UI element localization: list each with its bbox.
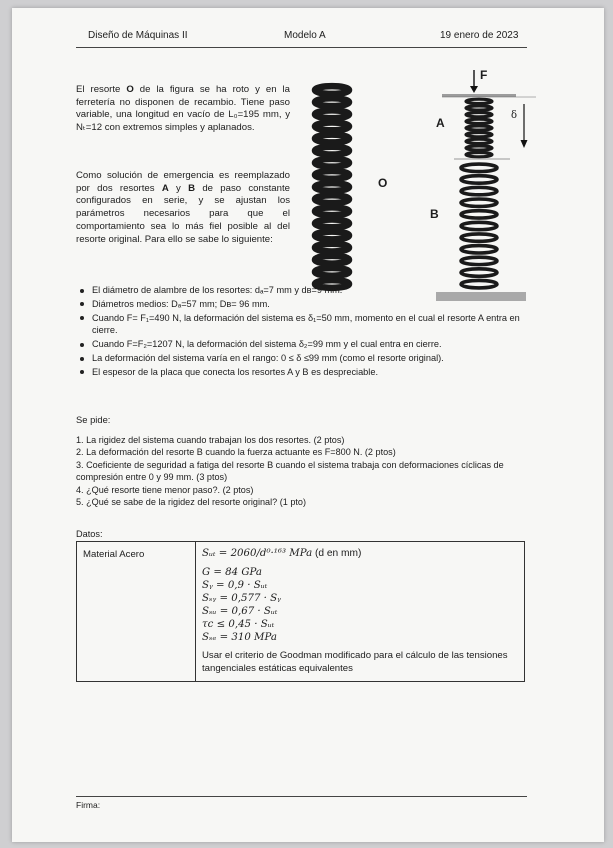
coil-turn	[315, 183, 349, 191]
coil-turn	[315, 256, 349, 264]
coil-turn	[461, 246, 497, 253]
question-item: 5. ¿Qué se sabe de la rigidez del resorte original? (1 pto)	[76, 497, 306, 508]
datos-label: Datos:	[76, 529, 103, 539]
spring-o-coils	[315, 86, 349, 288]
coil-turn	[315, 195, 349, 203]
springs-ab-figure	[436, 68, 536, 306]
coil-turn	[315, 135, 349, 143]
fact-item: La deformación del sistema varía en el rango: 0 ≤ δ ≤99 mm (como el resorte original).	[76, 352, 536, 364]
se-pide-heading: Se pide:	[76, 414, 111, 425]
spring-b-coils	[461, 164, 497, 288]
firma-label: Firma:	[76, 800, 101, 810]
questions-list	[76, 434, 538, 508]
fact-item: Cuando F= F₁=490 N, la deformación del sistema es δ₁=50 mm, momento en el cual el resorte A entra en cierre.	[76, 312, 536, 337]
question-item: 4. ¿Qué resorte tiene menor paso?. (2 ptos)	[76, 484, 254, 495]
intro-paragraph-1: El resorte O de la figura se ha roto y en la ferretería no disponen de recambio. Tiene paso variable, una longitud en vacío de L₀=195 mm, y Nₜ=12 con extremos simples y aplanados.	[76, 84, 290, 134]
coil-turn	[315, 244, 349, 252]
formula-tau: τc ≤ 0,45 · Sᵤₜ	[202, 619, 275, 630]
coil-turn	[461, 222, 497, 229]
coil-turn	[466, 113, 492, 117]
coil-turn	[315, 147, 349, 155]
formula-g: G = 84 GPa	[202, 567, 262, 578]
header-rule	[76, 47, 527, 48]
coil-turn	[461, 234, 497, 241]
exam-date: 19 enero de 2023	[440, 30, 519, 41]
deflection-arrow-head	[521, 140, 528, 148]
coil-turn	[315, 219, 349, 227]
coil-turn	[315, 110, 349, 118]
question-item: 1. La rigidez del sistema cuando trabajan los dos resortes. (2 ptos)	[76, 435, 345, 445]
coil-turn	[466, 146, 492, 150]
question-item: 2. La deformación del resorte B cuando la fuerza actuante es F=800 N. (2 ptos)	[76, 447, 396, 458]
deflection-label: δ	[511, 110, 518, 121]
sut-formula: Sᵤₜ = 2060/d⁰·¹⁶³ MPa (d en mm)	[202, 548, 362, 559]
footer-rule	[76, 796, 527, 797]
course-title: Diseño de Máquinas II	[88, 30, 188, 41]
coil-turn	[315, 98, 349, 106]
goodman-note: Usar el criterio de Goodman modificado para el cálculo de las tensiones tangenciales estáticas equivalentes	[202, 650, 508, 674]
coil-turn	[461, 257, 497, 264]
coil-turn	[466, 126, 492, 130]
model-label: Modelo A	[284, 30, 326, 41]
coil-turn	[466, 153, 492, 157]
spring-a-label: A	[436, 116, 445, 130]
force-label: F	[480, 68, 488, 82]
coil-turn	[461, 211, 497, 218]
coil-turn	[315, 268, 349, 276]
coil-turn	[466, 99, 492, 103]
intro-paragraph-2: Como solución de emergencia es reemplazado por dos resortes A y B de paso constante configurados en serie, y se ajustan los parámetros necesarios para que el comportamiento sea lo más fiel posible al del resorte original. Para ello se sabe lo siguiente:	[76, 170, 290, 245]
spring-b-label: B	[430, 207, 439, 221]
coil-turn	[466, 133, 492, 137]
spring-o-figure	[306, 82, 358, 294]
spring-a-coils	[466, 99, 492, 157]
facts-list	[76, 284, 536, 380]
top-plate	[442, 94, 516, 97]
fact-item: Cuando F=F₂=1207 N, la deformación del sistema δ₂=99 mm y el cual entra en cierre.	[76, 338, 536, 350]
datos-table	[76, 541, 525, 682]
coil-turn	[461, 164, 497, 171]
force-arrow-head	[470, 86, 478, 93]
question-item: 3. Coeficiente de seguridad a fatiga del resorte B cuando el sistema trabaja con deformaciones cíclicas de compresión entre 0 y 99 mm. (3 ptos)	[76, 459, 504, 483]
coil-turn	[461, 269, 497, 276]
formula-sse: Sₛₑ = 310 MPa	[202, 632, 277, 643]
coil-turn	[461, 187, 497, 194]
coil-turn	[315, 171, 349, 179]
coil-turn	[466, 139, 492, 143]
coil-turn	[315, 123, 349, 131]
fact-item: Diámetros medios: Dₐ=57 mm; Dв= 96 mm.	[76, 298, 536, 310]
coil-turn	[461, 176, 497, 183]
fact-item: El diámetro de alambre de los resortes: dₐ=7 mm y dв=9 mm.	[76, 284, 536, 296]
coil-turn	[315, 86, 349, 94]
formulas-cell	[196, 542, 525, 682]
material-cell: Material Acero	[77, 542, 196, 682]
coil-turn	[466, 119, 492, 123]
formula-ssu: Sₛᵤ = 0,67 · Sᵤₜ	[202, 606, 278, 617]
fact-item: El espesor de la placa que conecta los resortes A y B es despreciable.	[76, 366, 536, 378]
coil-turn	[315, 207, 349, 215]
formula-sy: Sᵧ = 0,9 · Sᵤₜ	[202, 580, 268, 591]
coil-turn	[315, 232, 349, 240]
formula-ssy: Sₛᵧ = 0,577 · Sᵧ	[202, 593, 281, 604]
coil-turn	[461, 199, 497, 206]
coil-turn	[315, 159, 349, 167]
spring-o-label: O	[378, 176, 388, 190]
coil-turn	[466, 106, 492, 110]
